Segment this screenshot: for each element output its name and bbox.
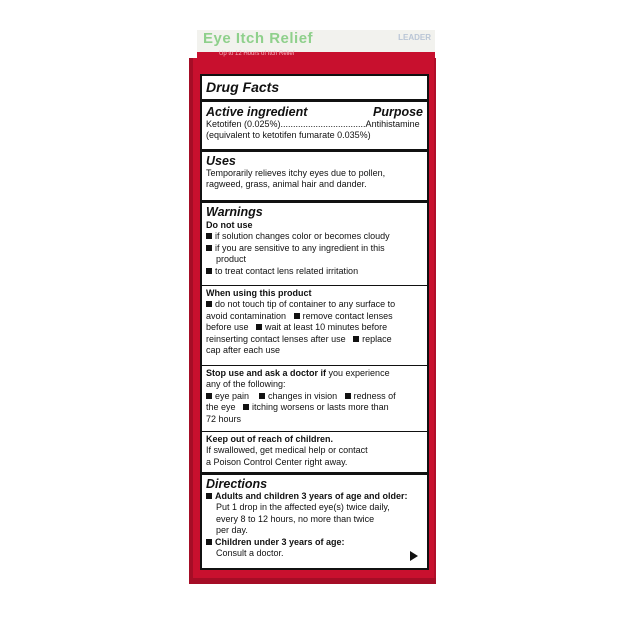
do-not-use-heading: Do not use <box>206 220 253 230</box>
active-ingredient-section <box>202 105 427 142</box>
purpose-heading: Purpose <box>372 105 423 119</box>
stop-use-items: the eye itching worsens or lasts more than <box>206 402 389 413</box>
children-heading: Children under 3 years of age: <box>206 537 423 548</box>
brand-title: Eye Itch Relief <box>203 30 314 47</box>
adults-line: every 8 to 12 hours, no more than twice <box>216 513 375 524</box>
directions-section <box>202 477 427 559</box>
brand-mark: LEADER <box>398 33 431 42</box>
brand-band-text: Up to 12 Hours of Itch Relief <box>219 51 295 57</box>
active-ingredient-heading: Active ingredient <box>206 105 308 119</box>
stop-use-heading-line: Stop use and ask a doctor if you experience <box>206 368 390 378</box>
warnings-section <box>202 205 427 277</box>
product-box-bottom <box>189 578 436 584</box>
when-using-heading: When using this product <box>206 288 312 298</box>
warnings-heading: Warnings <box>206 205 263 219</box>
stop-use-items: eye pain changes in vision redness of <box>206 391 423 402</box>
ingredient-line: Ketotifen (0.025%)..................................Antihistamine <box>206 119 420 129</box>
directions-heading: Directions <box>206 477 268 491</box>
divider-thin <box>202 365 427 366</box>
divider-thick <box>202 200 427 203</box>
adults-line: per day. <box>216 525 248 536</box>
uses-line: ragweed, grass, animal hair and dander. <box>206 179 367 190</box>
when-using-line: cap after each use <box>206 345 281 356</box>
continue-arrow-icon <box>410 551 418 561</box>
divider-thick <box>202 472 427 475</box>
children-line: Consult a doctor. <box>216 548 284 559</box>
stop-use-line: any of the following: <box>206 379 286 390</box>
stop-use-section <box>202 368 427 425</box>
drug-facts-header <box>202 79 427 95</box>
keep-out-heading: Keep out of reach of children. <box>206 434 334 444</box>
do-not-use-item: to treat contact lens related irritation <box>206 266 423 277</box>
when-using-line: reinserting contact lenses after use replace <box>206 333 392 344</box>
uses-heading: Uses <box>206 154 236 168</box>
box-top-label <box>197 30 435 58</box>
ingredient-equivalent: (equivalent to ketotifen fumarate 0.035%) <box>206 130 371 141</box>
when-using-line: do not touch tip of container to any surface to <box>206 299 423 310</box>
do-not-use-item: if solution changes color or becomes cloudy <box>206 231 423 242</box>
when-using-section <box>202 288 427 356</box>
do-not-use-item: if you are sensitive to any ingredient in this <box>206 243 423 254</box>
do-not-use-item-cont: product <box>216 254 247 265</box>
divider-thick <box>202 99 427 102</box>
adults-line: Put 1 drop in the affected eye(s) twice daily, <box>216 502 390 513</box>
keep-out-line: If swallowed, get medical help or contact <box>206 445 368 456</box>
uses-line: Temporarily relieves itchy eyes due to pollen, <box>206 168 386 178</box>
when-using-line: before use wait at least 10 minutes before <box>206 322 388 333</box>
drug-facts-title: Drug Facts <box>206 79 280 95</box>
adults-heading: Adults and children 3 years of age and older: <box>206 491 423 502</box>
when-using-line: avoid contamination remove contact lenses <box>206 310 393 321</box>
divider-thick <box>202 149 427 152</box>
uses-section <box>202 154 427 191</box>
divider-thin <box>202 431 427 432</box>
stop-use-items: 72 hours <box>206 413 242 424</box>
keep-out-line: a Poison Control Center right away. <box>206 456 348 467</box>
keep-out-section <box>202 434 427 468</box>
drug-facts-panel <box>200 74 429 570</box>
divider-thin <box>202 285 427 286</box>
